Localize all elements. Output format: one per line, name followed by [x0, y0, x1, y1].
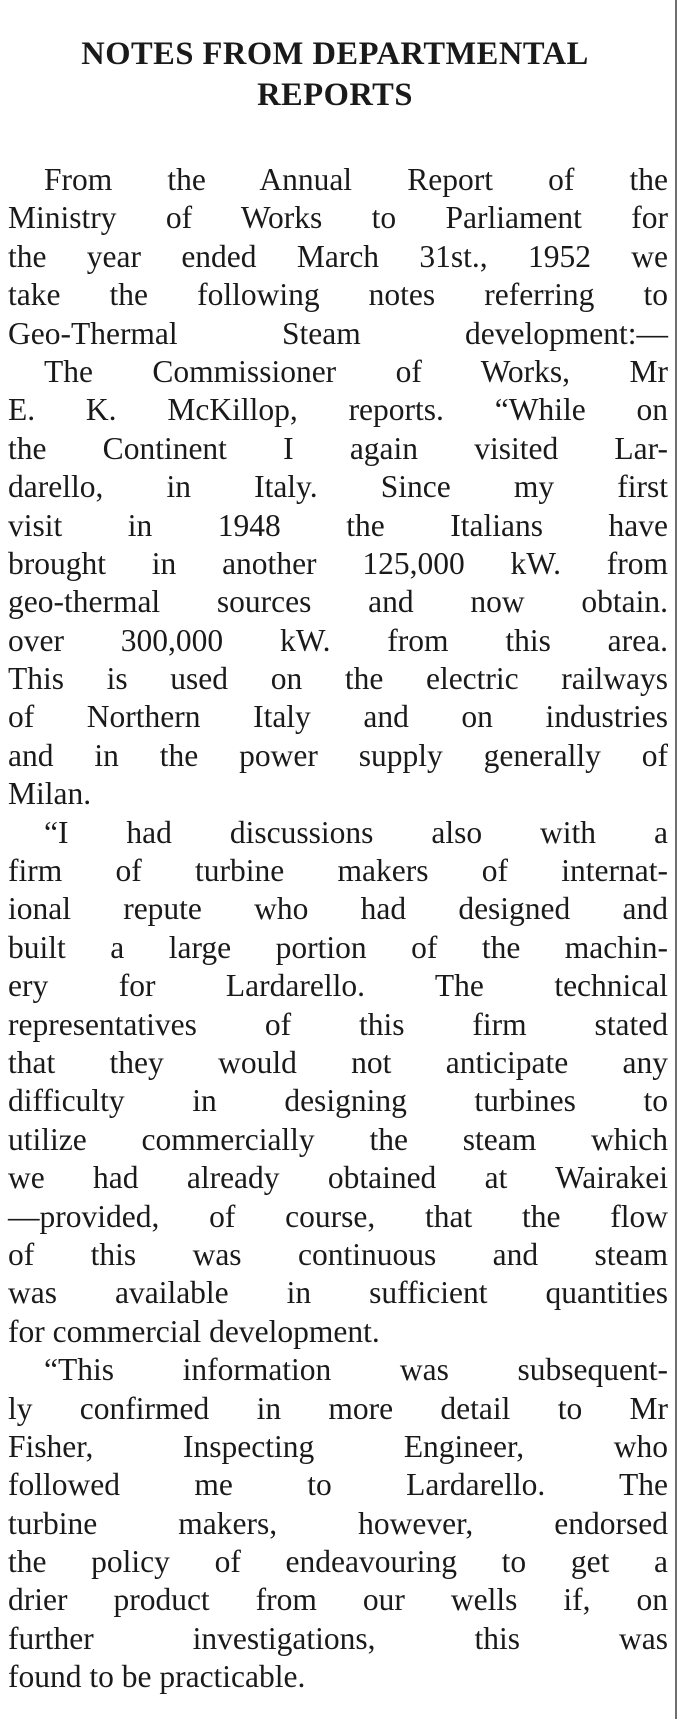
article-line: was available in sufficient quantities [8, 1275, 668, 1311]
article-line: This is used on the electric railways [8, 661, 668, 697]
article-line: utilize commercially the steam which [8, 1121, 668, 1157]
article-line: representatives of this firm stated [8, 1006, 668, 1042]
headline-line-1: NOTES FROM DEPARTMENTAL [81, 36, 589, 72]
article-line: E. K. McKillop, reports. “While on [8, 392, 668, 428]
article-line: darello, in Italy. Since my first [8, 469, 668, 505]
article-line: for commercial development. [8, 1313, 380, 1349]
article-line: found to be practicable. [8, 1659, 306, 1695]
article-line: brought in another 125,000 kW. from [8, 545, 668, 581]
article-line: the year ended March 31st., 1952 we [8, 238, 668, 274]
article-line: followed me to Lardarello. The [8, 1467, 668, 1503]
headline-line-2: REPORTS [257, 77, 413, 113]
article-line: turbine makers, however, endorsed [8, 1505, 668, 1541]
article-line: ly confirmed in more detail to Mr [8, 1390, 668, 1426]
article-line: the Continent I again visited Lar- [8, 430, 668, 466]
article-line: the policy of endeavouring to get a [8, 1544, 668, 1580]
article-line: we had already obtained at Wairakei [8, 1160, 668, 1196]
article-line: and in the power supply generally of [8, 737, 668, 773]
article-line: “I had discussions also with a [44, 814, 668, 850]
article-line: geo-thermal sources and now obtain. [8, 584, 668, 620]
article-line: Fisher, Inspecting Engineer, who [8, 1428, 668, 1464]
article-line: ery for Lardarello. The technical [8, 968, 668, 1004]
article-line: that they would not anticipate any [8, 1044, 668, 1080]
article-line: further investigations, this was [8, 1620, 668, 1656]
column-rule [675, 0, 677, 1719]
article-line: Geo-Thermal Steam development:— [8, 315, 668, 351]
article-line: Milan. [8, 776, 92, 812]
article-line: “This information was subsequent- [44, 1352, 668, 1388]
article-line: visit in 1948 the Italians have [8, 507, 668, 543]
article-line: built a large portion of the machin- [8, 929, 668, 965]
article-line: drier product from our wells if, on [8, 1582, 668, 1618]
article-line: From the Annual Report of the [44, 162, 668, 197]
article-line: over 300,000 kW. from this area. [8, 622, 668, 658]
article-line: of Northern Italy and on industries [8, 699, 668, 735]
article-line: —provided, of course, that the flow [8, 1198, 668, 1234]
article-line: of this was continuous and steam [8, 1236, 668, 1272]
article-line: difficulty in designing turbines to [8, 1083, 668, 1119]
article-line: ional repute who had designed and [8, 891, 668, 927]
article-line: take the following notes referring to [8, 277, 668, 313]
article-line: firm of turbine makers of internat- [8, 853, 668, 889]
article-line: Ministry of Works to Parliament for [8, 200, 668, 236]
article-line: The Commissioner of Works, Mr [44, 353, 668, 389]
article-body [8, 161, 668, 1697]
headline [0, 34, 670, 116]
